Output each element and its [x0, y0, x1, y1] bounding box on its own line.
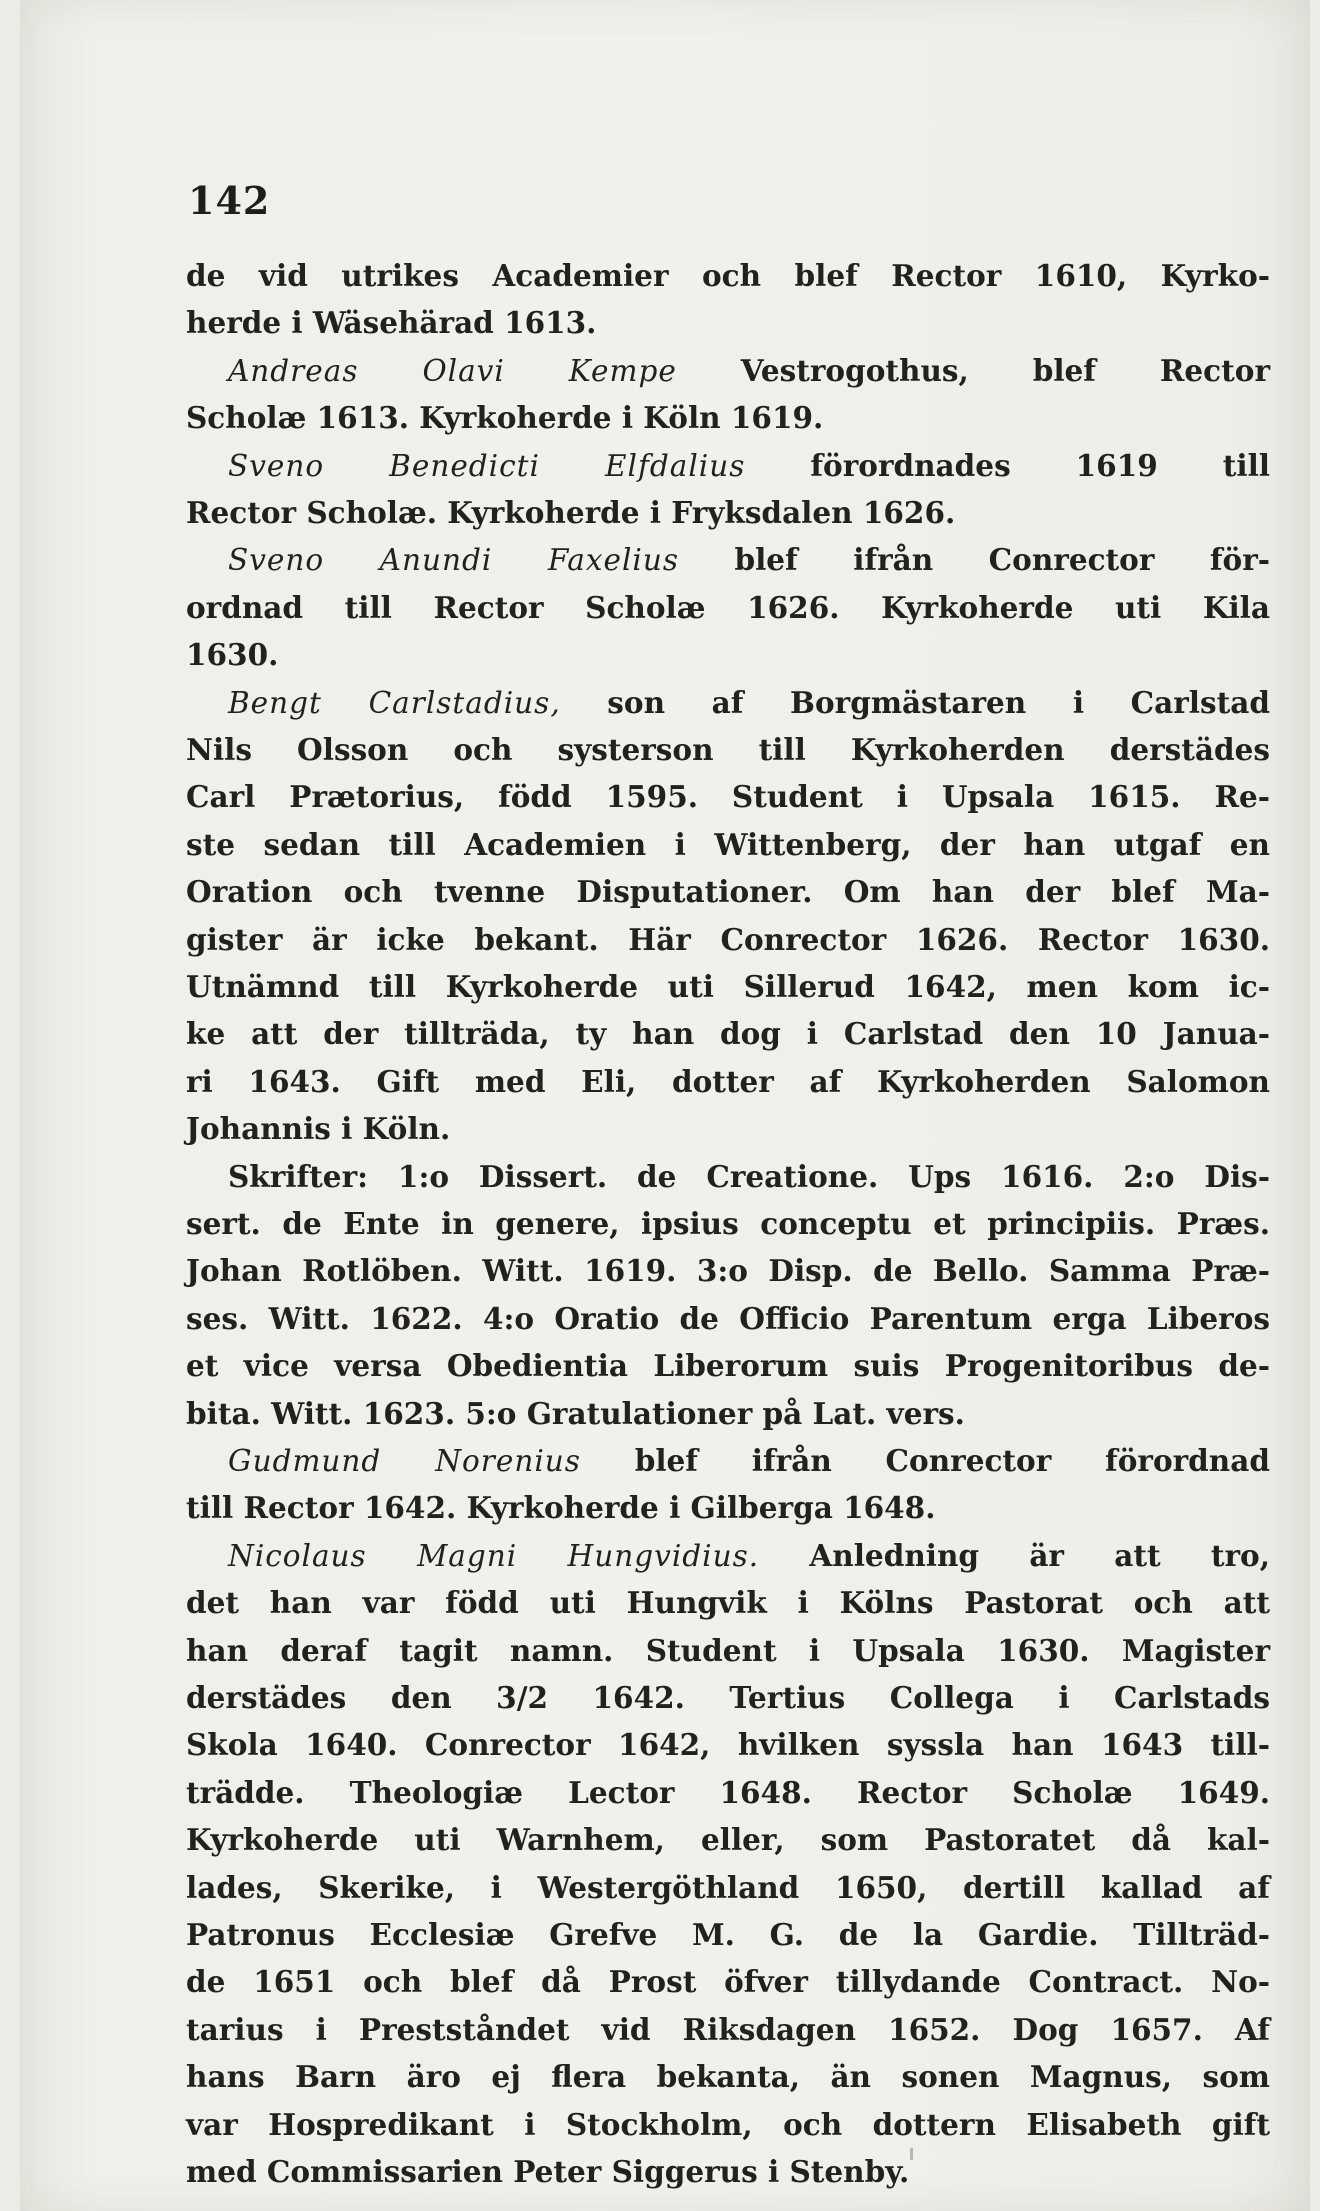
text-line	[228, 679, 1270, 727]
text-line	[228, 1437, 1270, 1485]
text-line: det han var född uti Hungvik i Kölns Pastorat och att	[186, 1585, 1270, 1621]
text-line: ste sedan till Academien i Wittenberg, der han utgaf en	[186, 826, 1270, 862]
text-line: trädde. Theologiæ Lector 1648. Rector Scholæ 1649.	[186, 1774, 1270, 1810]
text-line: till Rector 1642. Kyrkoherde i Gilberga 1648.	[186, 1490, 936, 1526]
text-line: Skola 1640. Conrector 1642, hvilken syssla han 1643 till-	[186, 1727, 1270, 1763]
person-name: Sveno Benedicti Elfdalius	[228, 448, 746, 483]
text-line: Patronus Ecclesiæ Grefve M. G. de la Gardie. Tillträd-	[186, 1917, 1270, 1952]
text-line: ordnad till Rector Scholæ 1626. Kyrkoherde uti Kila	[186, 589, 1270, 625]
text-line: Scholæ 1613. Kyrkoherde i Köln 1619.	[186, 400, 824, 436]
text-line	[228, 536, 1270, 584]
text-line: tarius i Prestståndet vid Riksdagen 1652. Dog 1657. Af	[186, 2011, 1270, 2047]
text-line: et vice versa Obedientia Liberorum suis Progenitoribus de-	[186, 1348, 1270, 1384]
text-line: bita. Witt. 1623. 5:o Gratulationer på Lat. vers.	[186, 1395, 965, 1431]
text-line	[228, 1532, 1270, 1580]
line-text: blef ifrån Conrector för-	[679, 542, 1270, 578]
person-name: Nicolaus Magni Hungvidius.	[228, 1538, 760, 1573]
text-line: Kyrkoherde uti Warnhem, eller, som Pastoratet då kal-	[186, 1822, 1270, 1858]
text-line: de 1651 och blef då Prost öfver tillydande Contract. No-	[186, 1964, 1270, 2000]
text-line	[228, 347, 1270, 395]
text-line: var Hospredikant i Stockholm, och dottern Elisabeth gift	[186, 2106, 1270, 2142]
text-line: Nils Olsson och systerson till Kyrkoherden derstädes	[186, 732, 1270, 767]
line-text: son af Borgmästaren i Carlstad	[560, 684, 1270, 720]
page-number: 142	[188, 178, 271, 223]
line-text: blef ifrån Conrector förordnad	[580, 1443, 1270, 1478]
text-line: hans Barn äro ej flera bekanta, än sonen Magnus, som	[186, 2059, 1270, 2095]
text-line: med Commissarien Peter Siggerus i Stenby.	[186, 2154, 910, 2189]
text-line: sert. de Ente in genere, ipsius conceptu et principiis. Præs.	[186, 1206, 1270, 1241]
text-line	[228, 442, 1270, 490]
text-line: herde i Wäsehärad 1613.	[186, 305, 597, 341]
text-line: ses. Witt. 1622. 4:o Oratio de Officio Parentum erga Liberos	[186, 1300, 1270, 1336]
page-mark	[910, 2148, 913, 2160]
text-line: derstädes den 3/2 1642. Tertius Collega i Carlstads	[186, 1680, 1270, 1715]
text-line: Johannis i Köln.	[186, 1111, 451, 1147]
line-text: Anledning är att tro,	[759, 1537, 1270, 1573]
person-name: Gudmund Norenius	[228, 1444, 581, 1478]
text-line: ri 1643. Gift med Eli, dotter af Kyrkoherden Salomon	[186, 1063, 1270, 1099]
text-line: Rector Scholæ. Kyrkoherde i Fryksdalen 1626.	[186, 495, 956, 530]
text-line: Oration och tvenne Disputationer. Om han der blef Ma-	[186, 874, 1270, 910]
text-line: gister är icke bekant. Här Conrector 1626. Rector 1630.	[186, 921, 1270, 957]
text-line: Carl Prætorius, född 1595. Student i Upsala 1615. Re-	[186, 779, 1270, 815]
text-line: Utnämnd till Kyrkoherde uti Sillerud 1642, men kom ic-	[186, 969, 1270, 1004]
text-line: Skrifter: 1:o Dissert. de Creatione. Ups 1616. 2:o Dis-	[228, 1158, 1270, 1194]
text-line: de vid utrikes Academier och blef Rector 1610, Kyrko-	[186, 258, 1270, 293]
person-name: Bengt Carlstadius,	[228, 685, 561, 720]
person-name: Sveno Anundi Faxelius	[228, 543, 679, 578]
text-line: han deraf tagit namn. Student i Upsala 1630. Magister	[186, 1632, 1270, 1668]
book-page	[20, 0, 1310, 2211]
text-line: lades, Skerike, i Westergöthland 1650, dertill kallad af	[186, 1869, 1270, 1905]
line-text: förordnades 1619 till	[745, 447, 1270, 483]
person-name: Andreas Olavi Kempe	[228, 353, 677, 388]
text-line: 1630.	[186, 637, 279, 673]
line-text: Vestrogothus, blef Rector	[676, 352, 1270, 388]
text-line: ke att der tillträda, ty han dog i Carlstad den 10 Janua-	[186, 1016, 1270, 1052]
text-line: Johan Rotlöben. Witt. 1619. 3:o Disp. de Bello. Samma Præ-	[186, 1253, 1270, 1289]
